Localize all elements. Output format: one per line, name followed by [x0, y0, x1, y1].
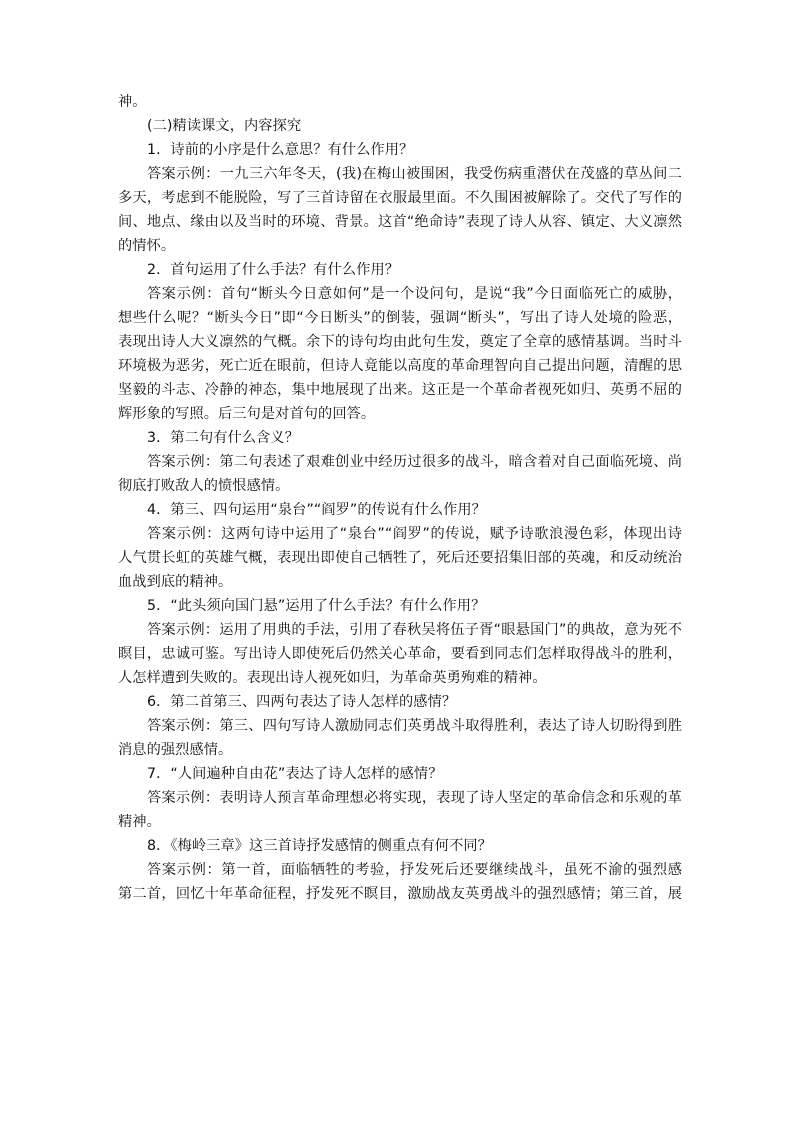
text-line: 的情怀。: [118, 238, 176, 254]
text-line: 第二首，回忆十年革命征程，抒发死不瞑目，激励战友英勇战斗的强烈感情；第三首，展: [118, 886, 682, 902]
text-line: 想些什么呢？“断头今日”即“今日断头”的倒装，强调“断头”，写出了诗人处境的险恶，: [118, 310, 682, 326]
text-line: 8．《梅岭三章》这三首诗抒发感情的侧重点有何不同？: [147, 838, 492, 854]
text-line: 答案示例：首句“断头今日意如何”是一个设问句，是说“我”今日面临死亡的威胁，: [147, 286, 682, 302]
text-line: 6．第二首第三、四两句表达了诗人怎样的感情？: [147, 694, 457, 710]
text-line: 环境极为恶劣，死亡近在眼前，但诗人竟能以高度的革命理智向自己提出问题，清醒的思: [118, 358, 682, 374]
text-line: 3．第二句有什么含义？: [147, 430, 300, 446]
text-line: 2．首句运用了什么手法？有什么作用？: [147, 262, 400, 278]
text-line: 消息的强烈感情。: [118, 742, 233, 758]
text-line: 答案示例：表明诗人预言革命理想必将实现，表现了诗人坚定的革命信念和乐观的革: [147, 790, 682, 806]
text-line: 人气贯长虹的英雄气概，表现出即使自己牺牲了，死后还要招集旧部的英魂，和反动统治: [118, 550, 682, 566]
text-line: 多天，考虑到不能脱险，写了三首诗留在衣服最里面。不久围困被解除了。交代了写作的: [118, 190, 682, 206]
text-line: 坚毅的斗志、冷静的神态，集中地展现了出来。这正是一个革命者视死如归、英勇不屈的: [118, 382, 682, 398]
text-line: 7．“人间遍种自由花”表达了诗人怎样的感情？: [147, 766, 443, 782]
text-line: 人怎样遭到失败的。表现出诗人视死如归，为革命英勇殉难的精神。: [118, 670, 547, 686]
document-body: [118, 90, 682, 906]
text-line: 辉形象的写照。后三句是对首句的回答。: [118, 406, 376, 422]
text-line: 表现出诗人大义凛然的气概。余下的诗句均由此句生发，奠定了全章的感情基调。当时斗: [118, 334, 682, 350]
text-line: 彻底打败敌人的愤恨感情。: [118, 478, 290, 494]
text-line: 间、地点、缘由以及当时的环境、背景。这首“绝命诗”表现了诗人从容、镇定、大义凛然: [118, 214, 682, 230]
text-line: 答案示例：第三、四句写诗人激励同志们英勇战斗取得胜利，表达了诗人切盼得到胜: [147, 718, 682, 734]
text-line: 5．“此头须向国门悬”运用了什么手法？有什么作用？: [147, 598, 486, 614]
text-line: 答案示例：运用了用典的手法，引用了春秋吴将伍子胥“眼悬国门”的典故，意为死不: [147, 622, 682, 638]
text-line: 答案示例：第二句表述了艰难创业中经历过很多的战斗，暗含着对自己面临死境、尚: [147, 454, 682, 470]
text-line: 答案示例：这两句诗中运用了“泉台”“阎罗”的传说，赋予诗歌浪漫色彩，体现出诗: [147, 526, 682, 542]
text-line: 精神。: [118, 814, 161, 830]
text-line: 1．诗前的小序是什么意思？有什么作用？: [147, 142, 414, 158]
text-line: 瞑目，忠诚可鉴。写出诗人即使死后仍然关心革命，要看到同志们怎样取得战斗的胜利，: [118, 646, 682, 662]
text-line: 答案示例：一九三六年冬天，(我)在梅山被围困，我受伤病重潜伏在茂盛的草丛间二: [147, 166, 682, 182]
text-line: 4．第三、四句运用“泉台”“阎罗”的传说有什么作用？: [147, 502, 486, 518]
text-line: 血战到底的精神。: [118, 574, 233, 590]
text-line: (二)精读课文，内容探究: [147, 118, 302, 134]
text-line: 答案示例：第一首，面临牺牲的考验，抒发死后还要继续战斗，虽死不渝的强烈感: [147, 862, 682, 878]
text-line: 神。: [118, 94, 147, 110]
